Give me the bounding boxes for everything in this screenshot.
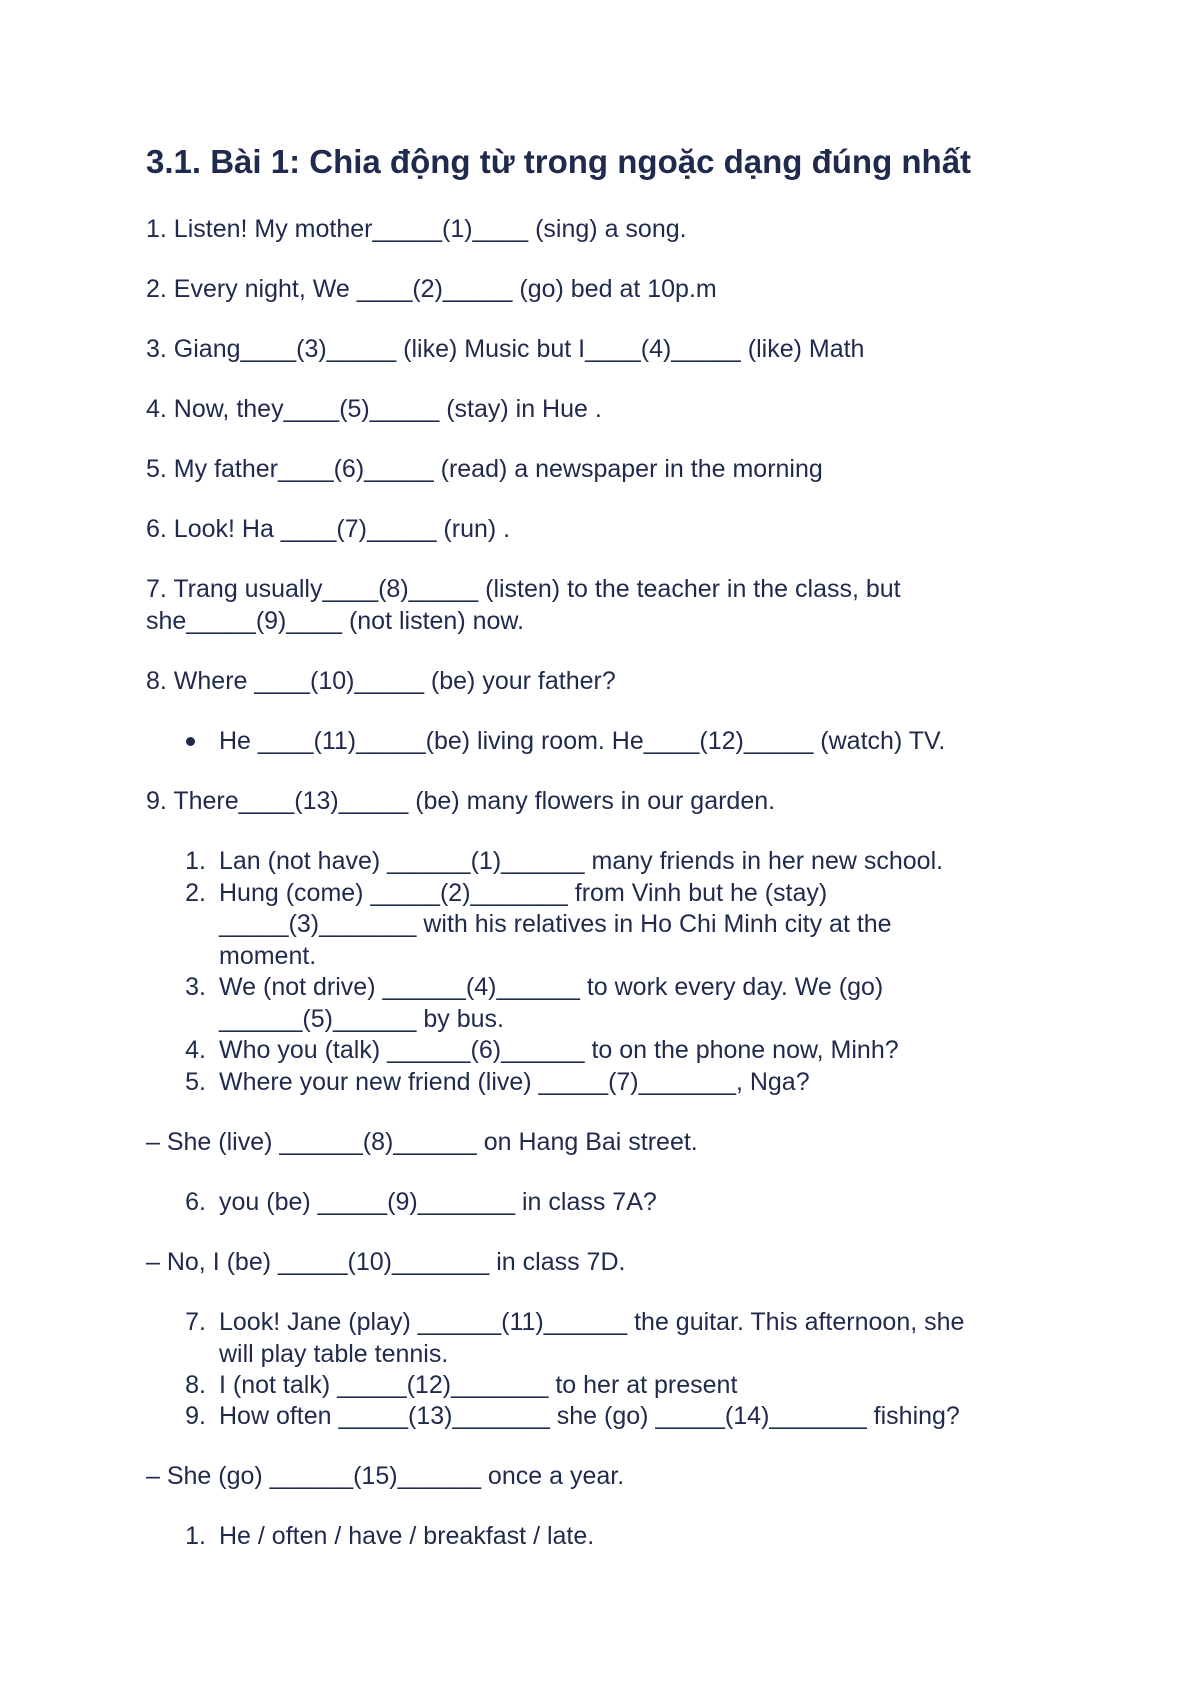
exercise-line-1: 1. Listen! My mother_____(1)____ (sing) a song. — [146, 215, 687, 243]
answer-line: – She (go) ______(15)______ once a year. — [146, 1462, 625, 1490]
list-item-text: Look! Jane (play) ______(11)______ the guitar. This afternoon, she — [219, 1308, 965, 1336]
list-number: 2. — [185, 879, 206, 907]
exercise-line-5: 5. My father____(6)_____ (read) a newspaper in the morning — [146, 455, 823, 483]
list-number: 7. — [185, 1308, 206, 1336]
list-item-text: Lan (not have) ______(1)______ many friends in her new school. — [219, 847, 944, 875]
list-item-text: Hung (come) _____(2)_______ from Vinh but he (stay) — [219, 879, 828, 907]
exercise-line-3: 3. Giang____(3)_____ (like) Music but I____(4)_____ (like) Math — [146, 335, 865, 363]
list-item-text: How often _____(13)_______ she (go) _____(14)_______ fishing? — [219, 1402, 960, 1430]
bullet-line: He ____(11)_____(be) living room. He____(12)_____ (watch) TV. — [219, 727, 946, 755]
answer-line: – She (live) ______(8)______ on Hang Bai street. — [146, 1128, 698, 1156]
list-number: 3. — [185, 973, 206, 1001]
exercise-line-6: 6. Look! Ha ____(7)_____ (run) . — [146, 515, 511, 543]
bullet-icon — [186, 737, 195, 746]
answer-line: – No, I (be) _____(10)_______ in class 7D. — [146, 1248, 626, 1276]
exercise-title: 3.1. Bài 1: Chia động từ trong ngoặc dạng đúng nhất — [146, 143, 972, 180]
exercise-line-7-cont: she_____(9)____ (not listen) now. — [146, 607, 525, 635]
list-number: 4. — [185, 1036, 206, 1064]
list-item-text: ______(5)______ by bus. — [219, 1005, 504, 1033]
exercise-line-4: 4. Now, they____(5)_____ (stay) in Hue . — [146, 395, 602, 423]
exercise-line-9: 9. There____(13)_____ (be) many flowers in our garden. — [146, 787, 776, 815]
list-number: 5. — [185, 1068, 206, 1096]
exercise-line-8: 8. Where ____(10)_____ (be) your father? — [146, 667, 616, 695]
list-item-text: We (not drive) ______(4)______ to work every day. We (go) — [219, 973, 884, 1001]
list-item-text: _____(3)_______ with his relatives in Ho Chi Minh city at the — [219, 910, 892, 938]
list-item-text: will play table tennis. — [219, 1340, 449, 1368]
list-number: 1. — [185, 847, 206, 875]
list-item-text: Where your new friend (live) _____(7)_______, Nga? — [219, 1068, 810, 1096]
list-number: 8. — [185, 1371, 206, 1399]
list-item-text: He / often / have / breakfast / late. — [219, 1522, 595, 1550]
exercise-line-2: 2. Every night, We ____(2)_____ (go) bed at 10p.m — [146, 275, 717, 303]
exercise-line-7: 7. Trang usually____(8)_____ (listen) to the teacher in the class, but — [146, 575, 901, 603]
list-item-text: Who you (talk) ______(6)______ to on the phone now, Minh? — [219, 1036, 899, 1064]
list-item-text: moment. — [219, 942, 317, 970]
list-item-text: you (be) _____(9)_______ in class 7A? — [219, 1188, 657, 1216]
list-number: 9. — [185, 1402, 206, 1430]
list-number: 1. — [185, 1522, 206, 1550]
list-number: 6. — [185, 1188, 206, 1216]
list-item-text: I (not talk) _____(12)_______ to her at present — [219, 1371, 738, 1399]
